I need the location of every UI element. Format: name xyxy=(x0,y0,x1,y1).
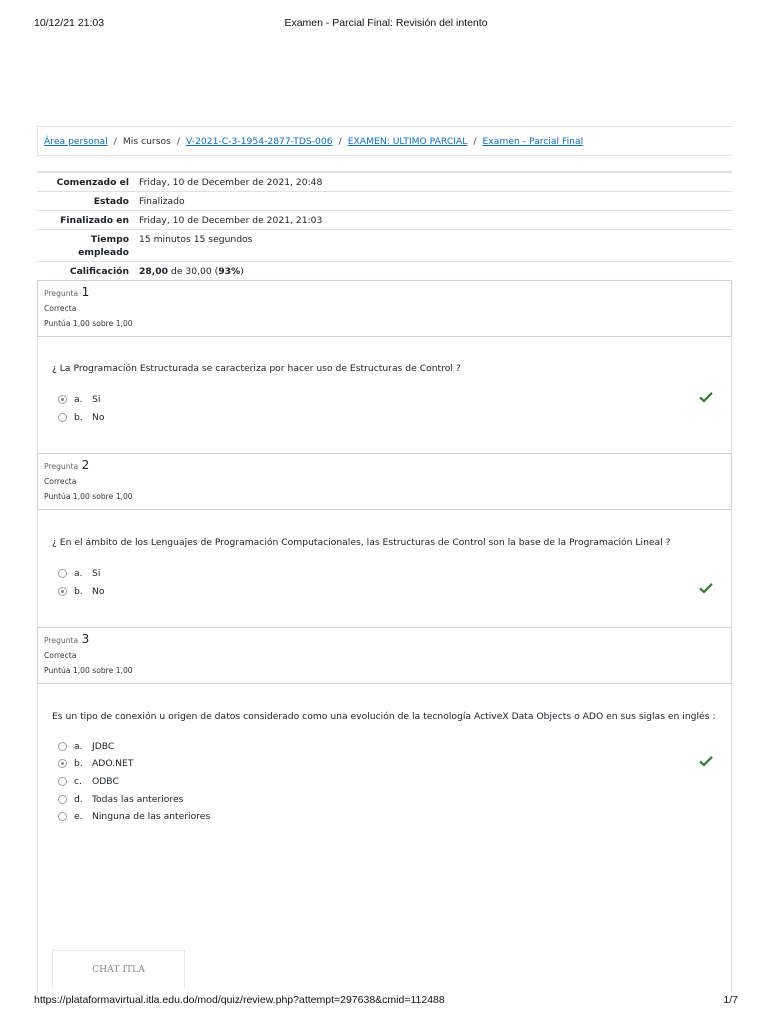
correct-check-icon xyxy=(699,755,713,767)
radio-icon[interactable] xyxy=(58,777,67,786)
radio-icon[interactable] xyxy=(58,742,67,751)
question-content xyxy=(37,684,732,992)
question-content xyxy=(37,510,732,627)
breadcrumb-mis-cursos: Mis cursos xyxy=(122,135,171,147)
question-text: ¿ La Programación Estructurada se caracteriza por hacer uso de Estructuras de Control ? xyxy=(52,363,461,374)
radio-checked-icon[interactable] xyxy=(58,759,67,768)
summary-label xyxy=(37,230,139,262)
radio-checked-icon[interactable] xyxy=(58,395,67,404)
question-number-value: 1 xyxy=(81,285,90,299)
answer-option[interactable] xyxy=(58,584,105,598)
answer-option[interactable] xyxy=(58,739,114,753)
question-grade: Puntúa 1,00 sobre 1,00 xyxy=(44,666,133,675)
question-info xyxy=(37,453,732,510)
answer-option[interactable] xyxy=(58,566,100,580)
answer-text: No xyxy=(92,585,105,597)
summary-value: Friday, 10 de December de 2021, 20:48 xyxy=(139,172,732,192)
question-number xyxy=(44,286,725,300)
summary-label: Comenzado el xyxy=(37,172,139,192)
answer-letter: d. xyxy=(74,793,83,805)
question-number-value: 2 xyxy=(81,458,90,472)
answer-text: Ninguna de las anteriores xyxy=(92,810,211,822)
radio-checked-icon[interactable] xyxy=(58,587,67,596)
answer-letter: b. xyxy=(74,757,83,769)
breadcrumb-separator: / xyxy=(473,135,477,147)
summary-label: Estado xyxy=(37,192,139,211)
grade-score: 28,00 xyxy=(139,266,169,277)
breadcrumb-section[interactable]: EXAMEN: ULTIMO PARCIAL xyxy=(347,135,468,147)
breadcrumb-separator: / xyxy=(113,135,117,147)
question-prefix: Pregunta xyxy=(44,289,79,298)
answer-text: ODBC xyxy=(92,775,119,787)
radio-icon[interactable] xyxy=(58,812,67,821)
answer-text: Si xyxy=(92,393,101,405)
breadcrumb-area-personal[interactable]: Área personal xyxy=(44,135,108,147)
breadcrumb-course[interactable]: V-2021-C-3-1954-2877-TDS-006 xyxy=(186,135,333,147)
answer-option[interactable] xyxy=(58,774,119,788)
question-info xyxy=(37,627,732,684)
summary-value: Finalizado xyxy=(139,192,732,211)
radio-icon[interactable] xyxy=(58,413,67,422)
answer-text: JDBC xyxy=(92,740,115,752)
question-number xyxy=(44,459,725,473)
correct-check-icon xyxy=(699,391,713,403)
print-page-title: Examen - Parcial Final: Revisión del intento xyxy=(284,17,488,29)
summary-row-finished xyxy=(37,211,732,230)
print-page-number: 1/7 xyxy=(723,994,738,1006)
breadcrumb-separator: / xyxy=(338,135,342,147)
answer-option[interactable] xyxy=(58,792,183,806)
question-grade: Puntúa 1,00 sobre 1,00 xyxy=(44,319,133,328)
grade-percent: 93% xyxy=(218,266,241,277)
answer-text: No xyxy=(92,411,105,423)
chat-itla-button[interactable]: CHAT ITLA xyxy=(52,950,185,988)
answer-letter: b. xyxy=(74,585,83,597)
breadcrumb-quiz[interactable]: Examen - Parcial Final xyxy=(482,135,584,147)
summary-label-line: Tiempo xyxy=(90,234,129,245)
question-state: Correcta xyxy=(44,651,77,660)
summary-row-started xyxy=(37,172,732,192)
correct-check-icon xyxy=(699,582,713,594)
question-prefix: Pregunta xyxy=(44,462,79,471)
summary-label: Finalizado en xyxy=(37,211,139,230)
radio-icon[interactable] xyxy=(58,795,67,804)
summary-label: Calificación xyxy=(37,262,139,281)
breadcrumb-separator: / xyxy=(176,135,181,147)
question-state: Correcta xyxy=(44,477,77,486)
question-grade: Puntúa 1,00 sobre 1,00 xyxy=(44,492,133,501)
print-footer xyxy=(34,994,738,1008)
question-state: Correcta xyxy=(44,304,77,313)
question-text: ¿ En el ámbito de los Lenguajes de Programación Computacionales, las Estructuras de Control son la base de la Programación Lineal ? xyxy=(52,537,671,548)
answer-letter: a. xyxy=(74,740,83,752)
question-number-value: 3 xyxy=(81,632,90,646)
summary-value xyxy=(139,262,732,281)
question-number xyxy=(44,633,725,647)
answer-option[interactable] xyxy=(58,756,133,770)
summary-label-line: empleado xyxy=(78,247,129,258)
summary-value: 15 minutos 15 segundos xyxy=(139,230,732,262)
answer-option[interactable] xyxy=(58,392,100,406)
grade-end: ) xyxy=(240,266,244,277)
answer-letter: b. xyxy=(74,411,83,423)
answer-option[interactable] xyxy=(58,809,210,823)
summary-value: Friday, 10 de December de 2021, 21:03 xyxy=(139,211,732,230)
question-prefix: Pregunta xyxy=(44,636,79,645)
answer-letter: c. xyxy=(74,775,82,787)
radio-icon[interactable] xyxy=(58,569,67,578)
summary-row-state xyxy=(37,192,732,211)
grade-mid: de 30,00 ( xyxy=(168,266,219,277)
answer-text: Todas las anteriores xyxy=(92,793,184,805)
summary-row-grade xyxy=(37,262,732,281)
breadcrumb xyxy=(37,126,732,156)
answer-option[interactable] xyxy=(58,410,105,424)
print-url: https://plataformavirtual.itla.edu.do/mod/quiz/review.php?attempt=297638&cmid=112488 xyxy=(34,994,445,1006)
question-content xyxy=(37,337,732,453)
attempt-summary-table xyxy=(37,171,732,280)
question-info xyxy=(37,280,732,337)
print-datetime: 10/12/21 21:03 xyxy=(34,17,105,29)
answer-letter: a. xyxy=(74,567,83,579)
answer-text: ADO.NET xyxy=(92,757,134,769)
answer-text: Si xyxy=(92,567,101,579)
summary-row-time xyxy=(37,230,732,262)
answer-letter: a. xyxy=(74,393,83,405)
answer-letter: e. xyxy=(74,810,83,822)
print-header xyxy=(34,17,738,31)
question-text: Es un tipo de conexión u origen de datos considerado como una evolución de la tecnología ActiveX Data Objects o ADO en sus siglas en inglés : xyxy=(52,711,716,722)
